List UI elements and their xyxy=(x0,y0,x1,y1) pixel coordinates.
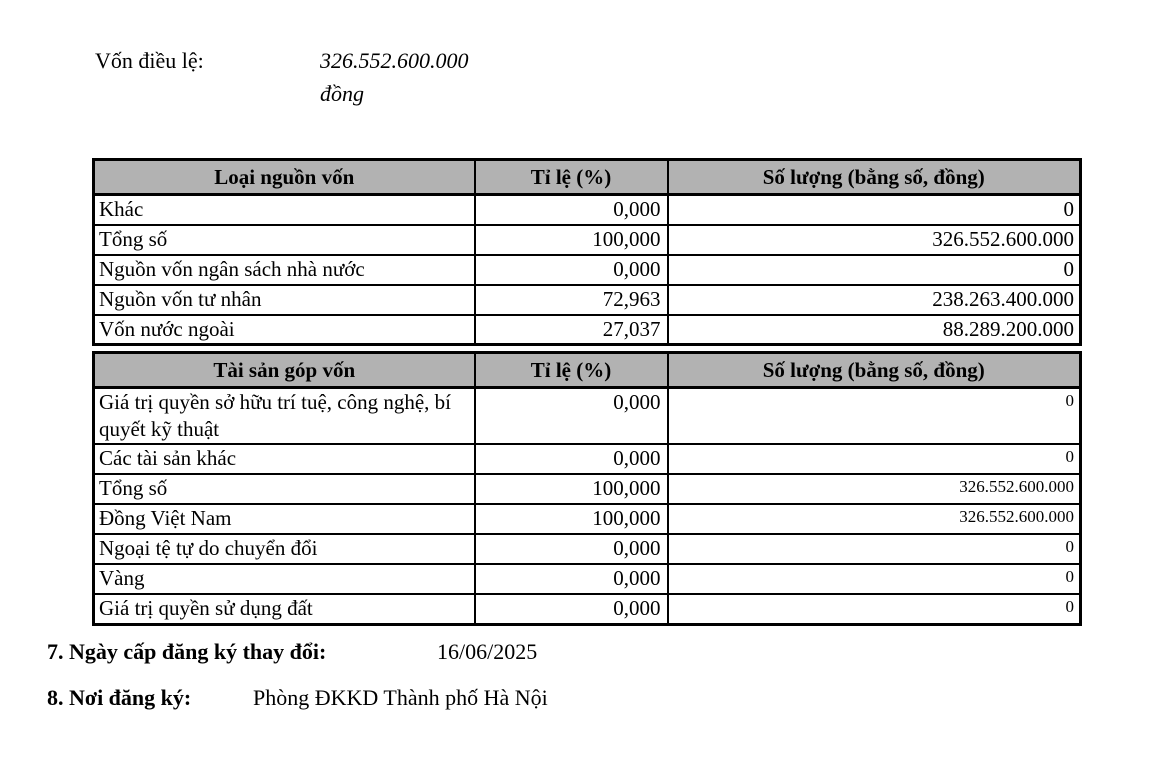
table-row xyxy=(94,534,1081,564)
ratio-cell: 0,000 xyxy=(475,388,668,445)
ratio-cell: 0,000 xyxy=(475,534,668,564)
header-cell-asset-type: Tài sản góp vốn xyxy=(94,353,475,388)
amount-cell: 0 xyxy=(668,195,1081,225)
ratio-cell: 0,000 xyxy=(475,594,668,624)
name-cell: Tổng số xyxy=(94,474,475,504)
amount-cell: 0 xyxy=(668,388,1081,445)
table-row xyxy=(94,195,1081,225)
registration-place-value: Phòng ĐKKD Thành phố Hà Nội xyxy=(253,685,548,710)
ratio-cell: 100,000 xyxy=(475,225,668,255)
ratio-cell: 100,000 xyxy=(475,474,668,504)
table-row xyxy=(94,564,1081,594)
name-cell: Nguồn vốn tư nhân xyxy=(94,285,475,315)
table-row xyxy=(94,444,1081,474)
amount-cell: 0 xyxy=(668,444,1081,474)
header-cell-ratio: Tỉ lệ (%) xyxy=(475,353,668,388)
header-cell-amount: Số lượng (bằng số, đồng) xyxy=(668,160,1081,195)
table-row xyxy=(94,225,1081,255)
ratio-cell: 0,000 xyxy=(475,195,668,225)
capital-source-table xyxy=(92,158,1082,346)
table-row xyxy=(94,315,1081,345)
amount-cell: 0 xyxy=(668,255,1081,285)
ratio-cell: 0,000 xyxy=(475,444,668,474)
charter-capital-label: Vốn điều lệ: xyxy=(95,48,204,73)
amount-cell: 88.289.200.000 xyxy=(668,315,1081,345)
header-cell-source-type: Loại nguồn vốn xyxy=(94,160,475,195)
table-row xyxy=(94,594,1081,624)
amount-cell: 326.552.600.000 xyxy=(668,225,1081,255)
charter-capital-row xyxy=(95,44,469,110)
charter-capital-amount: 326.552.600.000 xyxy=(320,48,469,73)
ratio-cell: 0,000 xyxy=(475,255,668,285)
registration-change-date-value: 16/06/2025 xyxy=(437,639,538,664)
name-cell: Nguồn vốn ngân sách nhà nước xyxy=(94,255,475,285)
registration-place-label: 8. Nơi đăng ký: xyxy=(47,685,192,710)
amount-cell: 238.263.400.000 xyxy=(668,285,1081,315)
amount-cell: 326.552.600.000 xyxy=(668,504,1081,534)
name-cell: Đồng Việt Nam xyxy=(94,504,475,534)
name-cell: Ngoại tệ tự do chuyển đổi xyxy=(94,534,475,564)
registration-change-date-label: 7. Ngày cấp đăng ký thay đổi: xyxy=(47,639,327,664)
table-row xyxy=(94,504,1081,534)
table-row xyxy=(94,388,1081,445)
registration-change-date-row xyxy=(47,637,537,667)
charter-capital-value xyxy=(320,44,469,110)
header-cell-ratio: Tỉ lệ (%) xyxy=(475,160,668,195)
name-cell: Khác xyxy=(94,195,475,225)
ratio-cell: 27,037 xyxy=(475,315,668,345)
registration-place-row xyxy=(47,683,548,713)
amount-cell: 0 xyxy=(668,594,1081,624)
table-row xyxy=(94,474,1081,504)
name-cell: Tổng số xyxy=(94,225,475,255)
name-cell: Các tài sản khác xyxy=(94,444,475,474)
table-row xyxy=(94,285,1081,315)
ratio-cell: 72,963 xyxy=(475,285,668,315)
name-cell: Giá trị quyền sử dụng đất xyxy=(94,594,475,624)
amount-cell: 326.552.600.000 xyxy=(668,474,1081,504)
amount-cell: 0 xyxy=(668,534,1081,564)
ratio-cell: 100,000 xyxy=(475,504,668,534)
charter-capital-currency: đồng xyxy=(320,81,364,106)
name-cell: Vàng xyxy=(94,564,475,594)
name-cell: Vốn nước ngoài xyxy=(94,315,475,345)
asset-contribution-table xyxy=(92,351,1082,626)
amount-cell: 0 xyxy=(668,564,1081,594)
capital-source-header-row xyxy=(94,160,1081,195)
ratio-cell: 0,000 xyxy=(475,564,668,594)
asset-header-row xyxy=(94,353,1081,388)
name-cell: Giá trị quyền sở hữu trí tuệ, công nghệ, bí quyết kỹ thuật xyxy=(94,388,475,445)
header-cell-amount: Số lượng (bằng số, đồng) xyxy=(668,353,1081,388)
table-row xyxy=(94,255,1081,285)
